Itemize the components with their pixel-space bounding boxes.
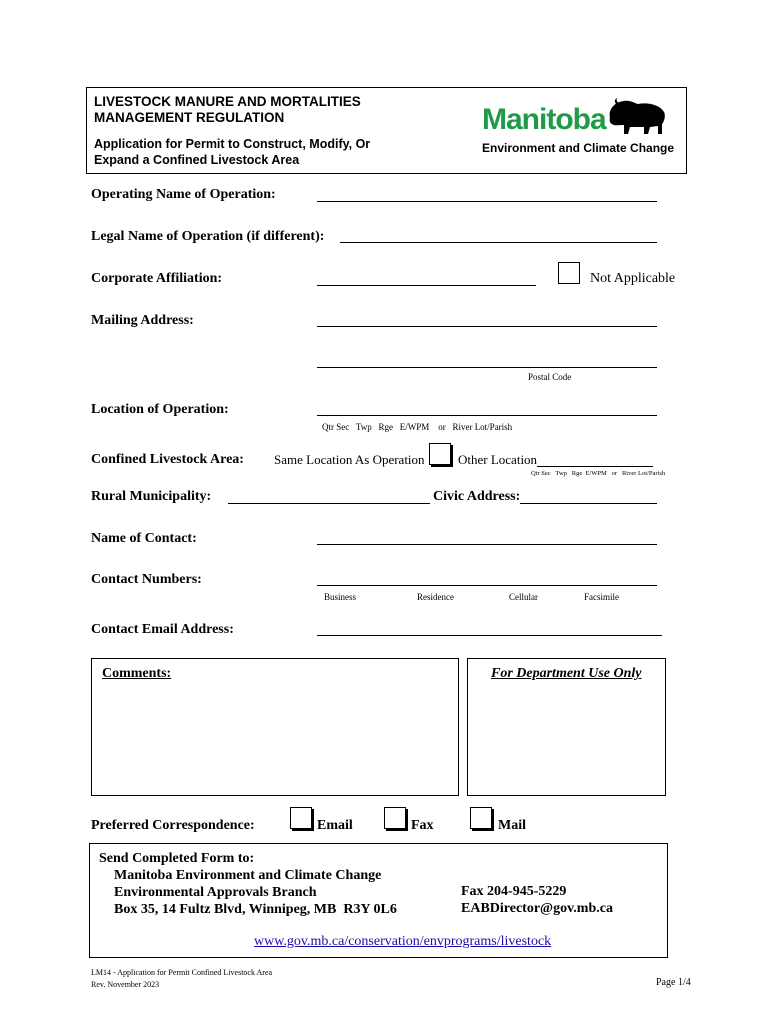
other-location-hint: Qtr Sec Twp Rge E/WPM or River Lot/Parish	[531, 470, 666, 477]
bison-icon	[606, 96, 668, 138]
corporate-affiliation-label: Corporate Affiliation:	[91, 271, 223, 286]
rural-municipality-field[interactable]	[228, 503, 430, 504]
mail-option-label: Mail	[498, 818, 526, 833]
email-option-label: Email	[317, 818, 353, 833]
send-address-line-1: Manitoba Environment and Climate Change	[114, 868, 382, 883]
send-address-line-3: Box 35, 14 Fultz Blvd, Winnipeg, MB R3Y 0L6	[114, 902, 397, 917]
phone-type-facsimile: Facsimile	[584, 592, 619, 602]
mailing-address-line-1[interactable]	[317, 326, 657, 327]
location-label: Location of Operation:	[91, 402, 229, 417]
other-location-field[interactable]	[537, 466, 653, 467]
mail-checkbox[interactable]	[470, 807, 492, 829]
fax-option-label: Fax	[411, 818, 434, 833]
correspondence-label: Preferred Correspondence:	[91, 818, 255, 833]
contact-numbers-field[interactable]	[317, 585, 657, 586]
phone-type-business: Business	[324, 592, 357, 602]
mailing-address-line-2[interactable]	[317, 367, 657, 368]
subtitle-line-1: Application for Permit to Construct, Modify, Or	[94, 137, 371, 151]
send-address	[114, 867, 397, 918]
corporate-affiliation-field[interactable]	[317, 285, 536, 286]
not-applicable-checkbox[interactable]	[558, 262, 580, 284]
contact-name-label: Name of Contact:	[91, 531, 197, 546]
send-fax: Fax 204-945-5229	[461, 884, 567, 899]
form-id: LM14 - Application for Permit Confined Livestock Area	[91, 968, 273, 977]
phone-type-residence: Residence	[417, 592, 454, 602]
mailing-address-label: Mailing Address:	[91, 313, 194, 328]
operating-name-label: Operating Name of Operation:	[91, 187, 276, 202]
send-heading: Send Completed Form to:	[99, 851, 255, 866]
department-name: Environment and Climate Change	[482, 141, 675, 155]
department-use-label: For Department Use Only	[491, 666, 642, 681]
operating-name-field[interactable]	[317, 201, 657, 202]
contact-numbers-label: Contact Numbers:	[91, 572, 202, 587]
fax-checkbox[interactable]	[384, 807, 406, 829]
page-number: Page 1/4	[656, 977, 691, 988]
location-field[interactable]	[317, 415, 657, 416]
manitoba-logo	[482, 104, 606, 136]
contact-name-field[interactable]	[317, 544, 657, 545]
postal-code-hint: Postal Code	[528, 372, 572, 382]
confined-area-label: Confined Livestock Area:	[91, 452, 244, 467]
contact-email-label: Contact Email Address:	[91, 622, 234, 637]
form-revision: Rev. November 2023	[91, 980, 160, 989]
rural-municipality-label: Rural Municipality:	[91, 489, 212, 504]
phone-type-cellular: Cellular	[509, 592, 538, 602]
not-applicable-label: Not Applicable	[590, 271, 676, 286]
civic-address-field[interactable]	[520, 503, 657, 504]
send-email: EABDirector@gov.mb.ca	[461, 901, 613, 916]
program-website-link[interactable]: www.gov.mb.ca/conservation/envprograms/livestock	[254, 934, 552, 949]
email-checkbox[interactable]	[290, 807, 312, 829]
logo-wordmark: Manitoba	[482, 103, 606, 136]
contact-email-field[interactable]	[317, 635, 662, 636]
subtitle-line-2: Expand a Confined Livestock Area	[94, 153, 300, 167]
legal-name-field[interactable]	[340, 242, 657, 243]
title-line-2: MANAGEMENT REGULATION	[94, 110, 285, 125]
civic-address-label: Civic Address:	[433, 489, 521, 504]
location-hint: Qtr Sec Twp Rge E/WPM or River Lot/Parish	[322, 422, 513, 432]
other-location-label: Other Location	[458, 452, 538, 467]
send-address-line-2: Environmental Approvals Branch	[114, 885, 317, 900]
page-subtitle	[94, 136, 370, 168]
other-location-checkbox[interactable]	[429, 443, 451, 465]
same-location-label: Same Location As Operation	[274, 452, 425, 467]
page-title	[94, 94, 361, 126]
title-line-1: LIVESTOCK MANURE AND MORTALITIES	[94, 94, 361, 109]
comments-label: Comments:	[102, 666, 172, 681]
legal-name-label: Legal Name of Operation (if different):	[91, 229, 325, 244]
